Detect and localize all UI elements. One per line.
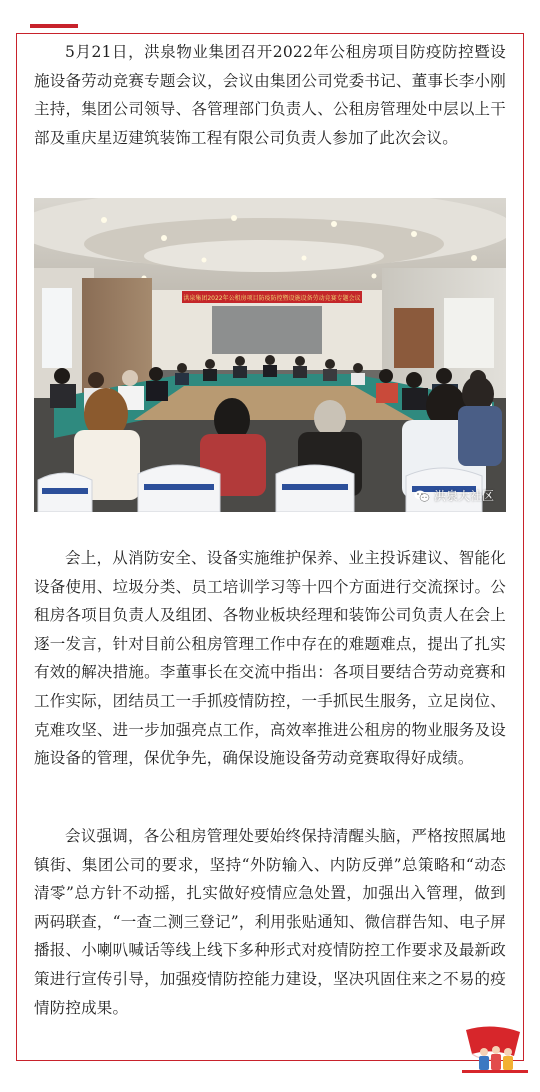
photo-watermark: [414, 487, 494, 504]
wechat-icon: [414, 489, 430, 503]
banner-text: 洪泉集团2022年公租房项目防疫防控暨设施设备劳动竞赛专题会议: [183, 295, 361, 302]
article-paragraph-3: 会议强调，各公租房管理处要始终保持清醒头脑，严格按照属地镇街、集团公司的要求，坚持“外防输入、内防反弹”总策略和“动态清零”总方针不动摇，扎实做好疫情应急处置，加强出入管理，做到两码联查，“一查二测三登记”，利用张贴通知、微信群告知、电子屏播报、小喇叭喊话等线上线下多种形式对疫情防控工作要求及最新政策进行宣传引导，加强疫情防控能力建设，坚决巩固住来之不易的疫情防控成果。: [34, 827, 506, 1017]
meeting-photo: [34, 198, 506, 512]
article-paragraph-1: 5月21日，洪泉物业集团召开2022年公租房项目防疫防控暨设施设备劳动竞赛专题会议，会议由集团公司党委书记、董事长李小刚主持，集团公司领导、各管理部门负责人、公租房管理处中层以上干部及重庆星迈建筑装饰工程有限公司负责人参加了此次会议。: [34, 43, 506, 147]
top-accent-bar: [30, 24, 78, 28]
article-paragraph-2: 会上，从消防安全、设备实施维护保养、业主投诉建议、智能化设备使用、垃圾分类、员工培训学习等十四个方面进行交流探讨。公租房各项目负责人及组团、各物业板块经理和装饰公司负责人在会上逐一发言，针对目前公租房管理工作中存在的难题难点，提出了扎实有效的解决措施。李董事长在交流中指出：各项目要结合劳动竞赛和工作实际，团结员工一手抓疫情防控，一手抓民生服务，立足岗位、克难攻坚、进一步加强亮点工作，高效率推进公租房的物业服务及设施设备的管理，保优争先，确保设施设备劳动竞赛取得好成绩。: [34, 549, 506, 768]
flag-people-icon: [462, 1022, 528, 1074]
watermark-text: 洪泉大社区: [433, 489, 494, 503]
